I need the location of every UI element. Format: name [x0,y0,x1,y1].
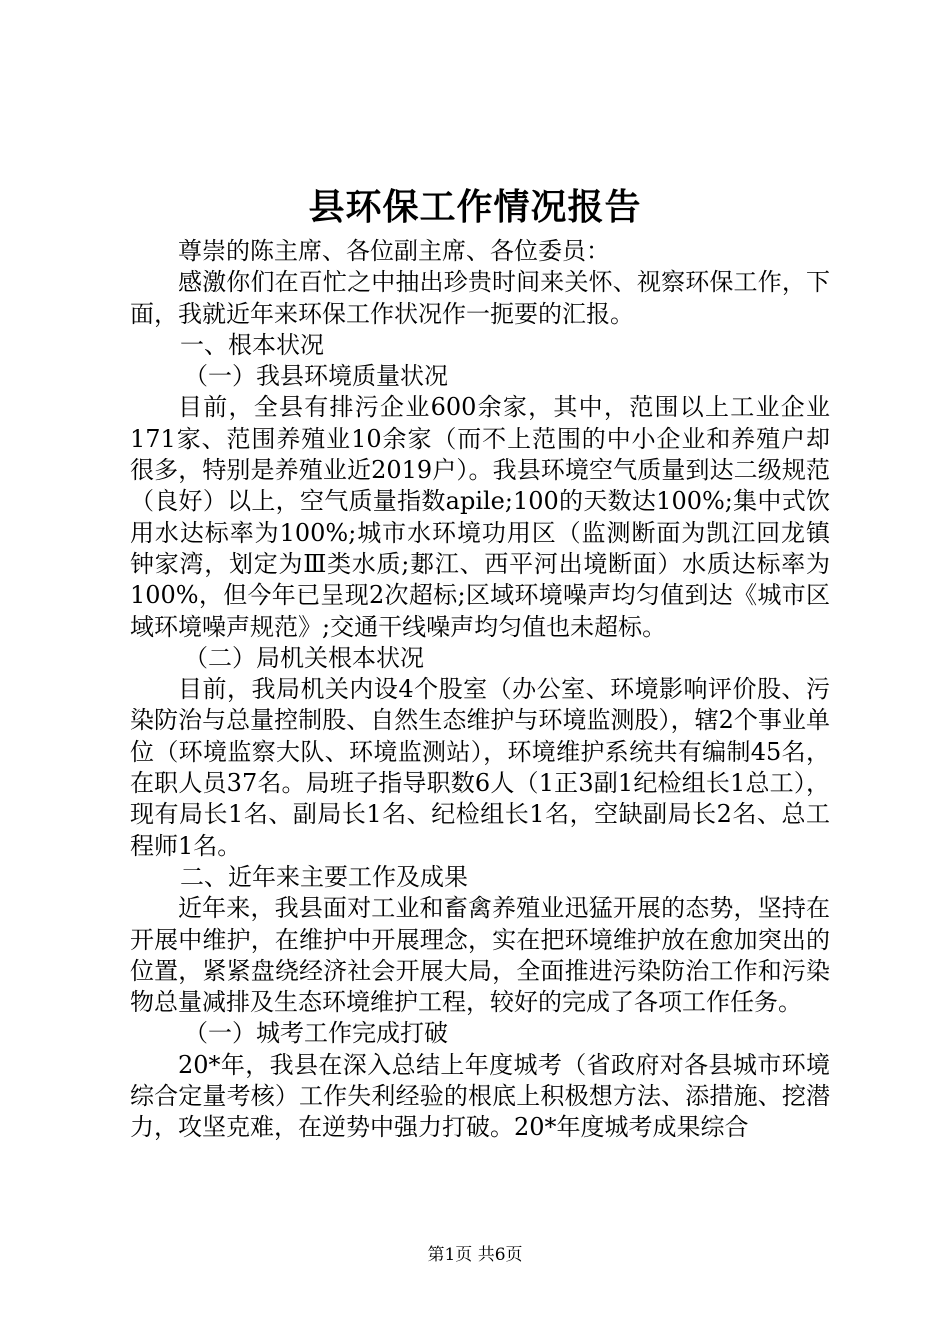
subsection-heading-1: （一）我县环境质量状况 [184,362,448,391]
bureau-status-paragraph: 目前，我局机关内设4个股室（办公室、环境影响评价股、污染防治与总量控制股、自然生态维护与环境监测股），辖2个事业单位（环境监察大队、环境监测站），环境维护系统共有编制45名，在职人员37名。局班子指导职数6人（1正3副1纪检组长1总工），现有局长1名、副局长1名、纪检组长1名，空缺副局长2名、总工程师1名。 [130,675,830,860]
salutation: 尊崇的陈主席、各位副主席、各位委员： [178,237,610,265]
city-assessment-paragraph: 20*年，我县在深入总结上年度城考（省政府对各县城市环境综合定量考核）工作失利经验的根底上积极想方法、添措施、挖潜力，攻坚克难，在逆势中强力打破。20*年度城考成果综合 [130,1050,830,1142]
document-body [130,236,830,1144]
achievements-paragraph: 近年来，我县面对工业和畜禽养殖业迅猛开展的态势，坚持在开展中维护，在维护中开展理念，实在把环境维护放在愈加突出的位置，紧紧盘绕经济社会开展大局，全面推进污染防治工作和污染物总量减排及生态环境维护工程，较好的完成了各项工作任务。 [130,894,830,1017]
intro-paragraph: 感激你们在百忙之中抽出珍贵时间来关怀、视察环保工作，下面，我就近年来环保工作状况作一扼要的汇报。 [130,268,830,328]
section-heading-2: 二、近年来主要工作及成果 [180,862,468,891]
document-title: 县环保工作情况报告 [308,186,642,228]
section-heading-1: 一、根本状况 [180,330,324,359]
subsection-heading-2: （二）局机关根本状况 [184,643,424,672]
environment-quality-paragraph: 目前，全县有排污企业600余家，其中，范围以上工业企业171家、范围养殖业10余家（而不上范围的中小企业和养殖户却很多，特别是养殖业近2019户）。我县环境空气质量到达二级规范（良好）以上，空气质量指数apile;100的天数达100%;集中式饮用水达标率为100%;城市水环境功用区（监测断面为凯江回龙镇钟家湾，划定为Ⅲ类水质;郪江、西平河出境断面）水质达标率为100%，但今年已呈现2次超标;区域环境噪声均匀值到达《城市区域环境噪声规范》;交通干线噪声均匀值也未超标。 [130,393,830,641]
page-footer: 第1页 共6页 [427,1245,523,1265]
subsection-heading-3: （一）城考工作完成打破 [184,1019,448,1048]
